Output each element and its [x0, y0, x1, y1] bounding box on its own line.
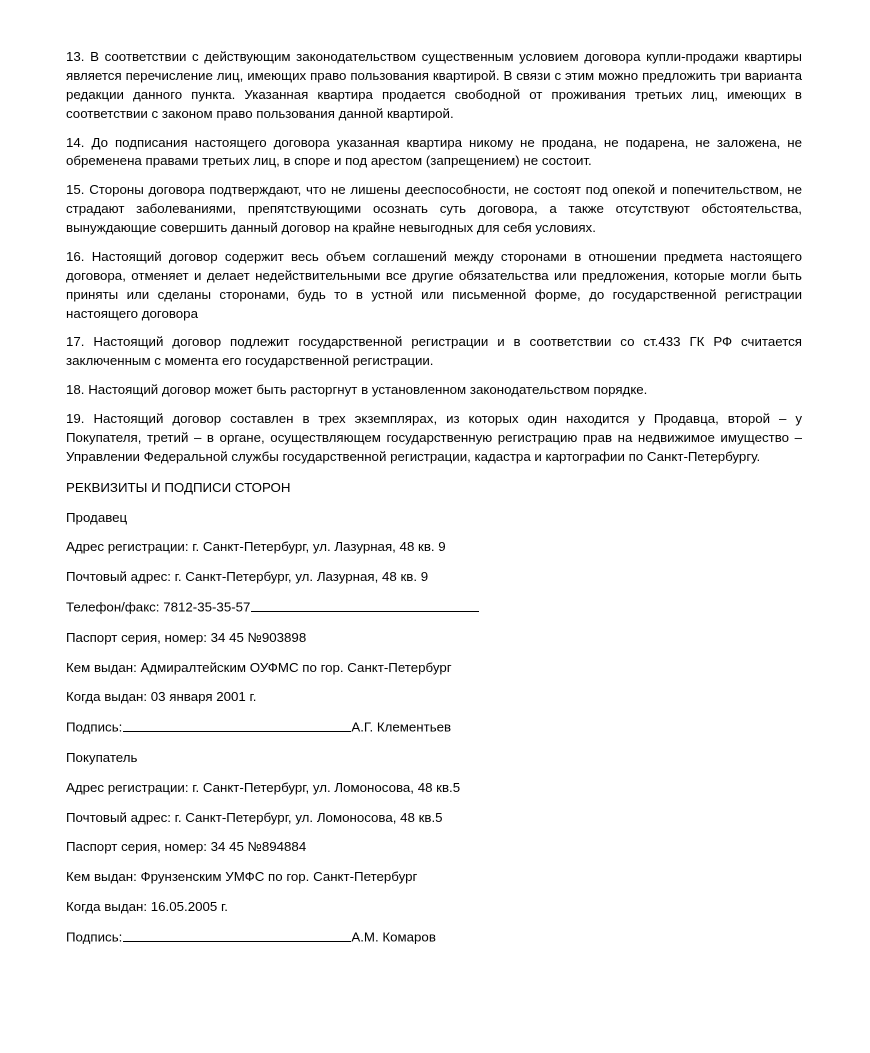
- buyer-passport: [66, 838, 802, 857]
- seller-phone-label: Телефон/факс:: [66, 599, 160, 615]
- seller-phone: [66, 598, 802, 618]
- clause-16-number: 16.: [66, 248, 85, 264]
- clause-18-number: 18.: [66, 382, 85, 398]
- seller-signature-name: А.Г. Клементьев: [351, 719, 452, 735]
- clause-13-number: 13.: [66, 49, 85, 64]
- clause-15: [66, 181, 802, 238]
- clause-16: [66, 248, 802, 324]
- seller-registration-address-label: Адрес регистрации:: [66, 539, 189, 555]
- seller-issued-date: [66, 688, 802, 707]
- seller-signature-rule: [123, 718, 351, 732]
- buyer-signature-label: Подпись:: [66, 929, 123, 945]
- seller-passport-label: Паспорт серия, номер:: [66, 629, 207, 645]
- clause-15-number: 15.: [66, 182, 85, 198]
- seller-issued-by-value: Адмиралтейским ОУФМС по гор. Санкт-Петербург: [140, 659, 452, 675]
- seller-postal-address: [66, 568, 802, 587]
- buyer-signature: [66, 928, 802, 948]
- buyer-signature-name: А.М. Комаров: [351, 929, 436, 945]
- seller-postal-address-label: Почтовый адрес:: [66, 569, 171, 585]
- buyer-signature-rule: [123, 928, 351, 942]
- seller-issued-by: [66, 659, 802, 678]
- clause-13-text: В соответствии с действующим законодательством существенным условием договора купли-продажи квартиры является перечисление лиц, имеющих право пользования квартирой. В связи с этим можно предложить три варианта редакции данного пункта. Указанная квартира продается свободной от проживания третьих лиц, имеющих в соответствии с законом право пользования данной квартирой.: [66, 49, 802, 121]
- clause-14-text: До подписания настоящего договора указанная квартира никому не продана, не подарена, не заложена, не обременена правами третьих лиц, в споре и под арестом (запрещением) не состоит.: [66, 134, 802, 169]
- seller-passport-value: 34 45 №903898: [210, 629, 307, 645]
- buyer-registration-address-label: Адрес регистрации:: [66, 779, 189, 795]
- clause-19-number: 19.: [66, 411, 85, 426]
- clause-17-text: Настоящий договор подлежит государственной регистрации и в соответствии со ст.433 ГК РФ считается заключенным с момента его государственной регистрации.: [66, 334, 802, 369]
- clause-19-text: Настоящий договор составлен в трех экземплярах, из которых один находится у Продавца, второй – у Покупателя, третий – в органе, осуществляющем государственную регистрацию прав на недвижимое имущество – Управлении Федеральной службы государственной регистрации, кадастра и картографии по Санкт-Петербургу.: [66, 411, 802, 464]
- seller-signature: [66, 718, 802, 738]
- clause-13: [66, 48, 802, 124]
- buyer-role-label: Покупатель: [66, 749, 138, 765]
- seller-passport: [66, 629, 802, 648]
- requisites-title: РЕКВИЗИТЫ И ПОДПИСИ СТОРОН: [66, 479, 291, 495]
- clause-14: [66, 134, 802, 172]
- clause-17: [66, 333, 802, 371]
- seller-issued-by-label: Кем выдан:: [66, 659, 137, 675]
- seller-registration-address-value: г. Санкт-Петербург, ул. Лазурная, 48 кв. 9: [192, 539, 446, 555]
- buyer-passport-label: Паспорт серия, номер:: [66, 839, 207, 855]
- buyer-registration-address: [66, 779, 802, 798]
- clause-18-text: Настоящий договор может быть расторгнут в установленном законодательством порядке.: [88, 382, 648, 398]
- clause-14-number: 14.: [66, 134, 85, 150]
- clause-17-number: 17.: [66, 334, 85, 350]
- seller-phone-value: 7812-35-35-57: [163, 599, 251, 615]
- seller-issued-date-value: 03 января 2001 г.: [150, 689, 257, 705]
- seller-issued-date-label: Когда выдан:: [66, 689, 148, 705]
- clause-15-text: Стороны договора подтверждают, что не лишены дееспособности, не состоят под опекой и попечительством, не страдают заболеваниями, препятствующими осознать суть договора, а также отсутствуют обстоятельства, вынуждающие совершить данный договор на крайне невыгодных для себя условиях.: [66, 182, 803, 235]
- seller-postal-address-value: г. Санкт-Петербург, ул. Лазурная, 48 кв. 9: [174, 569, 429, 585]
- buyer-registration-address-value: г. Санкт-Петербург, ул. Ломоносова, 48 кв.5: [192, 779, 461, 795]
- buyer-passport-value: 34 45 №894884: [210, 839, 307, 855]
- buyer-postal-address-value: г. Санкт-Петербург, ул. Ломоносова, 48 кв.5: [174, 809, 443, 825]
- seller-registration-address: [66, 538, 802, 557]
- buyer-issued-date-label: Когда выдан:: [66, 899, 148, 915]
- buyer-postal-address: [66, 809, 802, 828]
- clause-16-text: Настоящий договор содержит весь объем соглашений между сторонами в отношении предмета настоящего договора, отменяет и делает недействительными все другие обязательства или предложения, которые могли быть приняты или сделаны сторонами, будь то в устной или письменной форме, до государственной регистрации настоящего договора: [66, 248, 802, 321]
- buyer-postal-address-label: Почтовый адрес:: [66, 809, 171, 825]
- buyer-issued-date-value: 16.05.2005 г.: [150, 899, 228, 915]
- buyer-issued-by: [66, 868, 802, 887]
- seller-phone-rule: [251, 598, 479, 612]
- buyer-issued-by-label: Кем выдан:: [66, 869, 137, 885]
- clause-18: [66, 381, 802, 400]
- seller-role-label: Продавец: [66, 509, 128, 525]
- buyer-issued-by-value: Фрунзенским УМФС по гор. Санкт-Петербург: [140, 869, 418, 885]
- seller-signature-label: Подпись:: [66, 719, 123, 735]
- clause-19: [66, 410, 802, 467]
- buyer-issued-date: [66, 898, 802, 917]
